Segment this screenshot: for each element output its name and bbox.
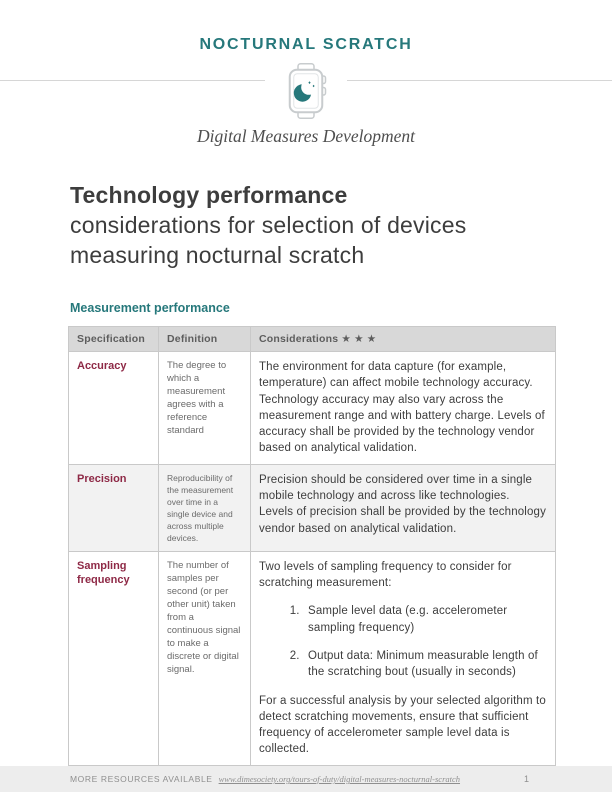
document-title — [70, 180, 542, 270]
footer-label: MORE RESOURCES AVAILABLE — [70, 774, 213, 784]
table-body — [69, 352, 556, 766]
specification-cell: Accuracy — [69, 352, 159, 465]
title-line-1: Technology performance — [70, 182, 348, 208]
considerations-cell — [251, 551, 556, 765]
table-header-row — [69, 327, 556, 352]
specification-table — [68, 326, 556, 766]
page-number: 1 — [523, 774, 529, 784]
logo-row — [0, 63, 612, 119]
column-header-definition: Definition — [159, 327, 251, 352]
header-rule-left — [0, 80, 265, 81]
section-heading: Measurement performance — [70, 301, 230, 315]
table-header — [69, 327, 556, 352]
brand-tagline: Digital Measures Development — [196, 126, 416, 146]
considerations-list-item: 1. Sample level data (e.g. accelerometer sampling frequency) — [303, 603, 547, 636]
definition-cell: The degree to which a measurement agrees with a reference standard — [159, 352, 251, 465]
definition-cell: Reproducibility of the measurement over time in a single device and across multiple devices. — [159, 464, 251, 551]
header-rule-right — [347, 80, 612, 81]
column-header-considerations: Considerations ★ ★ ★ — [251, 327, 556, 352]
brand-title: NOCTURNAL SCRATCH — [199, 36, 413, 53]
table-row — [69, 551, 556, 765]
considerations-paragraph: For a successful analysis by your selected algorithm to detect scratching movements, ensure that sufficient frequency of accelerometer sample level data is collected. — [259, 694, 546, 756]
considerations-cell — [251, 352, 556, 465]
considerations-paragraph: The environment for data capture (for example, temperature) can affect mobile technology accuracy. Technology accuracy may also vary across the measurement range and with battery charge. Levels of accuracy shall be provided by the technology vendor based on analytical validation. — [259, 361, 545, 455]
table-row — [69, 352, 556, 465]
specification-cell: Sampling frequency — [69, 551, 159, 765]
considerations-paragraph: Precision should be considered over time in a single mobile technology and across like technologies. Levels of precision shall be provided by the technology vendor based on analytical validation. — [259, 473, 546, 535]
smartwatch-moon-icon — [284, 63, 328, 119]
footer — [0, 766, 612, 792]
title-line-2: considerations for selection of devices — [70, 212, 467, 238]
considerations-list-item: 2. Output data: Minimum measurable length of the scratching bout (usually in seconds) — [303, 648, 547, 681]
considerations-paragraph: Two levels of sampling frequency to consider for scratching measurement: — [259, 560, 512, 590]
header — [0, 0, 612, 147]
column-header-specification: Specification — [69, 327, 159, 352]
specification-cell: Precision — [69, 464, 159, 551]
considerations-cell — [251, 464, 556, 551]
definition-cell: The number of samples per second (or per other unit) taken from a continuous signal to make a discrete or digital signal. — [159, 551, 251, 765]
table-row — [69, 464, 556, 551]
considerations-list — [259, 603, 547, 680]
title-line-3: measuring nocturnal scratch — [70, 242, 365, 268]
footer-url-link[interactable]: www.dimesociety.org/tours-of-duty/digital-measures-nocturnal-scratch — [218, 774, 461, 784]
